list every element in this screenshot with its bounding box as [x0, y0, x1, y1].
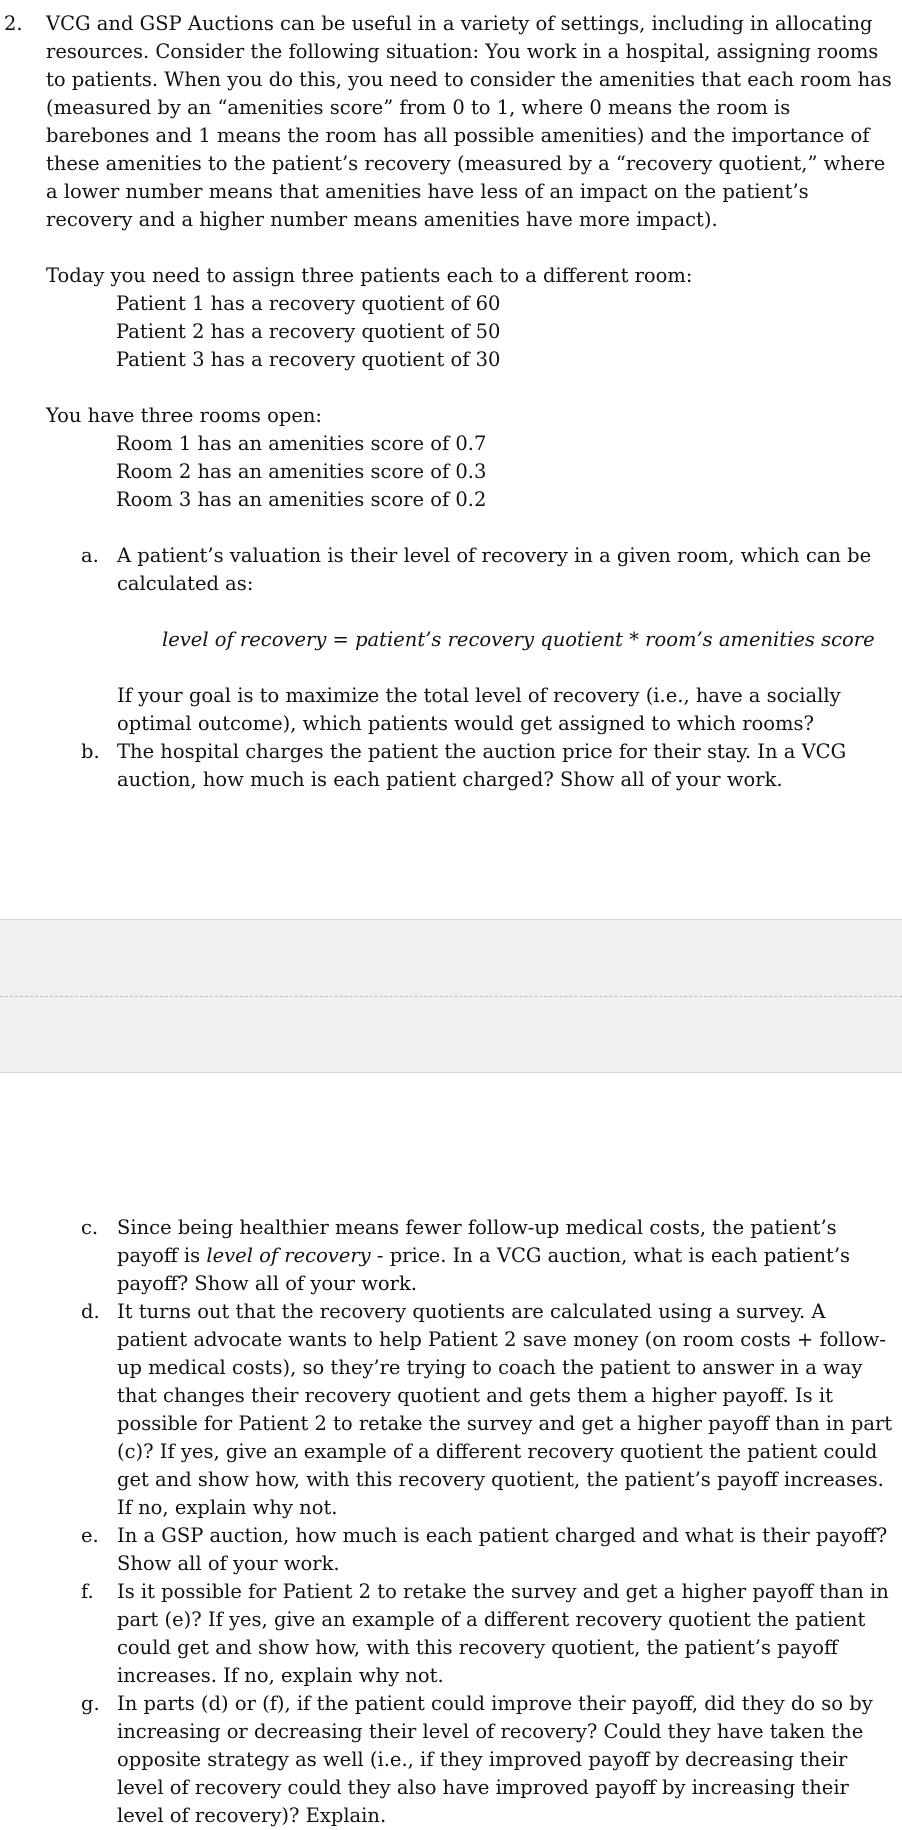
- part-c-text: [117, 1214, 897, 1298]
- part-f-text: Is it possible for Patient 2 to retake the survey and get a higher payoff than in part (e)? If yes, give an example of a different recovery quotient the patient could get and show how, with this recovery quotient, the patient’s payoff increases. If no, explain why not.: [117, 1580, 889, 1687]
- part-g-letter: g.: [81, 1692, 100, 1715]
- part-c-text-italic: level of recovery: [206, 1244, 371, 1267]
- part-a-text: A patient’s valuation is their level of recovery in a given room, which can be calculated as:: [117, 544, 872, 595]
- part-a-followup: If your goal is to maximize the total level of recovery (i.e., have a socially optimal outcome), which patients would get assigned to which rooms?: [117, 684, 841, 735]
- part-d: [81, 1298, 897, 1522]
- question-intro: VCG and GSP Auctions can be useful in a variety of settings, including in allocating resources. Consider the following situation: You work in a hospital, assigning rooms to patients. When you do this, you need to consider the amenities that each room has (measured by an “amenities score” from 0 to 1, where 0 means the room is barebones and 1 means the room has all possible amenities) and the importance of these amenities to the patient’s recovery (measured by a “recovery quotient,” where a lower number means that amenities have less of an impact on the patient’s recovery and a higher number means amenities have more impact).: [46, 12, 892, 231]
- patients-heading: Today you need to assign three patients each to a different room:: [46, 264, 693, 287]
- page-break-divider: [0, 996, 902, 997]
- part-c-letter: c.: [81, 1216, 99, 1239]
- part-b: [81, 738, 897, 794]
- room-2: Room 2 has an amenities score of 0.3: [116, 460, 487, 483]
- part-b-text: The hospital charges the patient the auction price for their stay. In a VCG auction, how much is each patient charged? Show all of your work.: [117, 740, 847, 791]
- part-a-letter: a.: [81, 544, 99, 567]
- part-a: [81, 542, 897, 738]
- part-g: [81, 1690, 897, 1830]
- room-list: [116, 430, 902, 514]
- part-g-text: In parts (d) or (f), if the patient could improve their payoff, did they do so by increasing or decreasing their level of recovery? Could they have taken the opposite strategy as well (i.e., if they improved payoff by decreasing their level of recovery could they also have improved payoff by increasing their level of recovery)? Explain.: [117, 1692, 873, 1827]
- parts-ab: [0, 542, 902, 794]
- patient-1: Patient 1 has a recovery quotient of 60: [116, 292, 501, 315]
- patient-list: [116, 290, 902, 374]
- question-number: 2.: [4, 12, 23, 35]
- part-e-letter: e.: [81, 1524, 99, 1547]
- rooms-heading: You have three rooms open:: [46, 404, 322, 427]
- part-c-text-before: Since being healthier means fewer follow-up medical costs, the patient’s payoff is: [117, 1216, 837, 1267]
- recovery-formula: level of recovery = patient’s recovery quotient * room’s amenities score: [162, 628, 875, 651]
- room-1: Room 1 has an amenities score of 0.7: [116, 432, 487, 455]
- part-b-letter: b.: [81, 740, 100, 763]
- patient-2: Patient 2 has a recovery quotient of 50: [116, 320, 501, 343]
- part-d-letter: d.: [81, 1300, 100, 1323]
- room-3: Room 3 has an amenities score of 0.2: [116, 488, 487, 511]
- question-2: [0, 10, 902, 794]
- part-f-letter: f.: [81, 1580, 94, 1603]
- patients-section: [46, 262, 902, 374]
- patient-3: Patient 3 has a recovery quotient of 30: [116, 348, 501, 371]
- parts-c-to-g: [0, 1214, 902, 1830]
- part-c: [81, 1214, 897, 1298]
- part-c-text-after: - price. In a VCG auction, what is each patient’s payoff? Show all of your work.: [117, 1244, 851, 1295]
- part-d-text: It turns out that the recovery quotients are calculated using a survey. A patient advocate wants to help Patient 2 save money (on room costs + follow-up medical costs), so they’re trying to coach the patient to answer in a way that changes their recovery quotient and gets them a higher payoff. Is it possible for Patient 2 to retake the survey and get a higher payoff than in part (c)? If yes, give an example of a different recovery quotient the patient could get and show how, with this recovery quotient, the patient’s payoff increases. If no, explain why not.: [117, 1300, 893, 1519]
- part-f: [81, 1578, 897, 1690]
- rooms-section: [46, 402, 902, 514]
- part-e: [81, 1522, 897, 1578]
- part-e-text: In a GSP auction, how much is each patient charged and what is their payoff? Show all of your work.: [117, 1524, 888, 1575]
- page-break-band: [0, 919, 902, 1073]
